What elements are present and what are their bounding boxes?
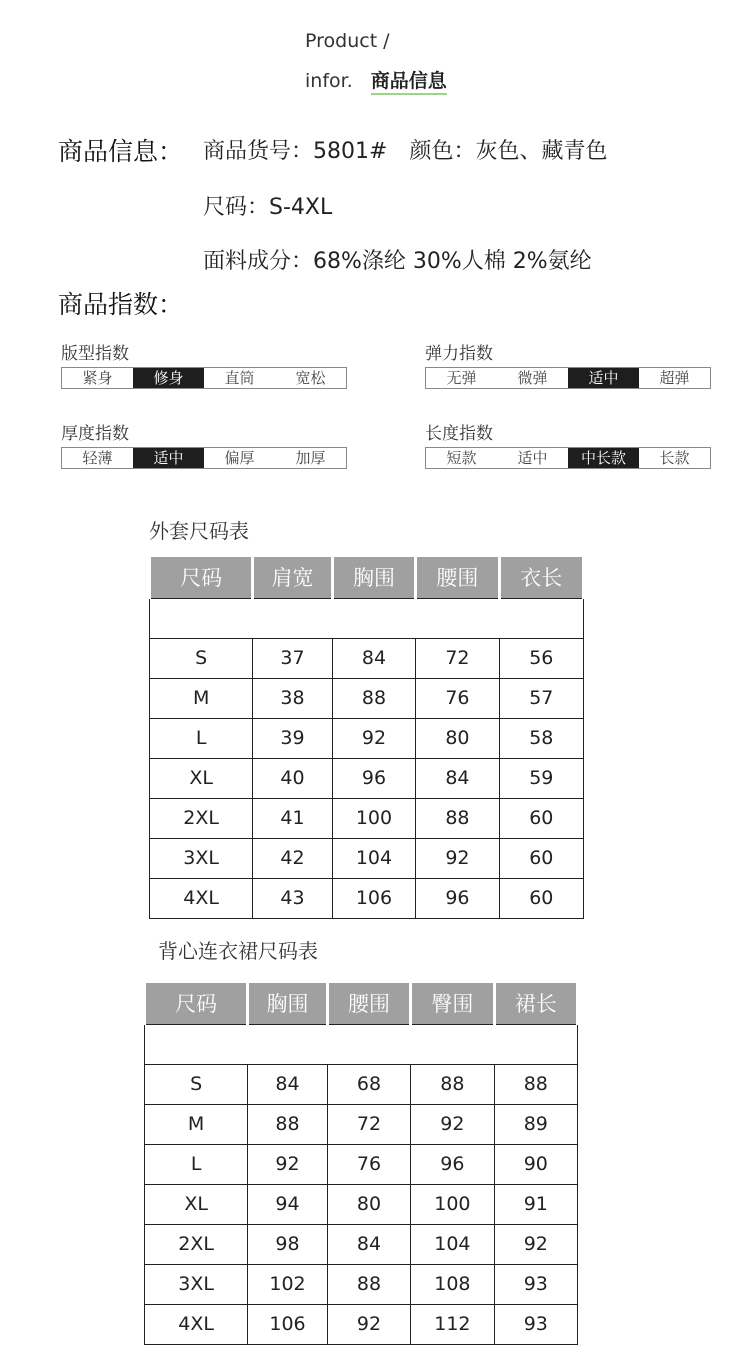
column-header: 腰围 — [327, 983, 410, 1024]
table-cell: S — [150, 638, 253, 678]
column-header: 胸围 — [248, 983, 328, 1024]
table-cell: 80 — [327, 1184, 410, 1224]
table-cell: 76 — [416, 678, 499, 718]
table-cell: 59 — [499, 758, 583, 798]
table-cell: 3XL — [145, 1264, 248, 1304]
index-option: 修身 — [133, 368, 204, 388]
table-cell: 72 — [416, 638, 499, 678]
index-option: 加厚 — [295, 449, 326, 467]
column-header: 裙长 — [494, 983, 577, 1024]
table-cell: 84 — [332, 638, 416, 678]
index-elasticity-title: 弹力指数 — [425, 344, 493, 364]
table-row — [150, 718, 584, 758]
fabric-composition: 面料成分：68%涤纶 30%人棉 2%氨纶 — [203, 249, 592, 274]
index-elasticity — [425, 343, 711, 389]
table-cell: 58 — [499, 718, 583, 758]
index-elasticity-bar — [425, 367, 711, 389]
index-option: 超弹 — [659, 369, 690, 387]
table-cell: 60 — [499, 838, 583, 878]
table-cell: 84 — [327, 1224, 410, 1264]
header-en-label: infor. — [305, 70, 353, 92]
item-number: 商品货号：5801# — [203, 139, 388, 164]
table-cell: M — [150, 678, 253, 718]
table-cell: 92 — [327, 1304, 410, 1344]
table-cell: 104 — [411, 1224, 494, 1264]
header-cn-label: 商品信息 — [371, 70, 447, 95]
table-cell: L — [150, 718, 253, 758]
index-option: 长款 — [659, 449, 690, 467]
table-cell: 92 — [411, 1104, 494, 1144]
table-cell: 94 — [248, 1184, 328, 1224]
index-length — [425, 423, 711, 469]
index-option: 适中 — [133, 448, 204, 468]
index-fit — [61, 343, 347, 389]
table-cell: 39 — [253, 718, 332, 758]
table-cell: 102 — [248, 1264, 328, 1304]
header-line-1: Product / — [305, 30, 390, 52]
table-row — [150, 638, 584, 678]
index-fit-bar — [61, 367, 347, 389]
table-row — [145, 1224, 578, 1264]
table-row — [145, 1104, 578, 1144]
table-cell: 100 — [332, 798, 416, 838]
table-cell: 92 — [248, 1144, 328, 1184]
info-line-3 — [203, 244, 592, 275]
color-info: 颜色：灰色、藏青色 — [409, 139, 608, 164]
table-header-row — [150, 557, 584, 598]
coat-size-table — [148, 557, 585, 919]
index-option: 无弹 — [446, 369, 477, 387]
table-cell: 88 — [327, 1264, 410, 1304]
table-cell: 96 — [332, 758, 416, 798]
index-thickness-title: 厚度指数 — [61, 424, 129, 444]
index-label: 商品指数： — [58, 290, 184, 319]
table-cell: 56 — [499, 638, 583, 678]
index-option: 宽松 — [295, 369, 326, 387]
column-header: 尺码 — [150, 557, 253, 598]
coat-size-table-title: 外套尺码表 — [149, 519, 249, 543]
table-cell: 88 — [332, 678, 416, 718]
table-cell: 60 — [499, 798, 583, 838]
table-cell: 88 — [494, 1064, 577, 1104]
table-cell: 90 — [494, 1144, 577, 1184]
table-row — [150, 798, 584, 838]
table-cell: 40 — [253, 758, 332, 798]
table-cell: 41 — [253, 798, 332, 838]
table-cell: 4XL — [150, 878, 253, 918]
table-row — [145, 1264, 578, 1304]
table-cell: 106 — [248, 1304, 328, 1344]
table-cell: 2XL — [150, 798, 253, 838]
table-cell: 88 — [411, 1064, 494, 1104]
table-cell: 92 — [332, 718, 416, 758]
index-option: 偏厚 — [224, 449, 255, 467]
table-cell: 43 — [253, 878, 332, 918]
table-cell: 98 — [248, 1224, 328, 1264]
column-header: 肩宽 — [253, 557, 332, 598]
index-thickness — [61, 423, 347, 469]
table-cell: 2XL — [145, 1224, 248, 1264]
table-cell: 89 — [494, 1104, 577, 1144]
table-cell: 88 — [248, 1104, 328, 1144]
column-header: 尺码 — [145, 983, 248, 1024]
index-option: 中长款 — [568, 448, 639, 468]
info-label: 商品信息： — [58, 137, 184, 166]
table-row — [145, 1184, 578, 1224]
index-option: 短款 — [446, 449, 477, 467]
index-fit-title: 版型指数 — [61, 344, 129, 364]
table-cell: 60 — [499, 878, 583, 918]
table-cell: 72 — [327, 1104, 410, 1144]
table-row — [145, 1064, 578, 1104]
index-length-bar — [425, 447, 711, 469]
table-cell: 92 — [416, 838, 499, 878]
table-cell: 76 — [327, 1144, 410, 1184]
dress-size-table — [143, 983, 579, 1345]
table-row — [145, 1304, 578, 1344]
table-cell: 93 — [494, 1304, 577, 1344]
dress-size-table-title: 背心连衣裙尺码表 — [158, 939, 318, 963]
size-range: 尺码：S-4XL — [203, 195, 333, 220]
index-option: 直筒 — [224, 369, 255, 387]
table-cell: XL — [145, 1184, 248, 1224]
header-line-2 — [305, 66, 447, 93]
table-cell: 3XL — [150, 838, 253, 878]
table-cell: 68 — [327, 1064, 410, 1104]
table-row — [150, 838, 584, 878]
table-cell: 96 — [411, 1144, 494, 1184]
column-header: 腰围 — [416, 557, 499, 598]
index-thickness-bar — [61, 447, 347, 469]
index-option: 微弹 — [517, 369, 548, 387]
table-cell: 92 — [494, 1224, 577, 1264]
table-row — [150, 678, 584, 718]
index-length-title: 长度指数 — [425, 424, 493, 444]
table-header-row — [145, 983, 578, 1024]
table-row — [150, 758, 584, 798]
column-header: 臀围 — [411, 983, 494, 1024]
info-line-1 — [203, 134, 607, 165]
index-option: 适中 — [517, 449, 548, 467]
table-cell: 100 — [411, 1184, 494, 1224]
table-cell: 84 — [416, 758, 499, 798]
column-header: 衣长 — [499, 557, 583, 598]
table-cell: 96 — [416, 878, 499, 918]
table-cell: 108 — [411, 1264, 494, 1304]
table-cell: 4XL — [145, 1304, 248, 1344]
index-option: 轻薄 — [82, 449, 113, 467]
table-cell: 112 — [411, 1304, 494, 1344]
table-cell: 42 — [253, 838, 332, 878]
table-cell: XL — [150, 758, 253, 798]
table-cell: M — [145, 1104, 248, 1144]
table-cell: 88 — [416, 798, 499, 838]
column-header: 胸围 — [332, 557, 416, 598]
table-cell: 106 — [332, 878, 416, 918]
table-row — [150, 878, 584, 918]
table-cell: 37 — [253, 638, 332, 678]
table-row — [145, 1144, 578, 1184]
table-cell: 38 — [253, 678, 332, 718]
index-option: 适中 — [568, 368, 639, 388]
table-cell: 57 — [499, 678, 583, 718]
table-cell: 84 — [248, 1064, 328, 1104]
table-cell: 104 — [332, 838, 416, 878]
index-option: 紧身 — [82, 369, 113, 387]
table-cell: S — [145, 1064, 248, 1104]
table-cell: L — [145, 1144, 248, 1184]
table-cell: 80 — [416, 718, 499, 758]
table-cell: 91 — [494, 1184, 577, 1224]
table-cell: 93 — [494, 1264, 577, 1304]
info-line-2 — [203, 190, 332, 221]
